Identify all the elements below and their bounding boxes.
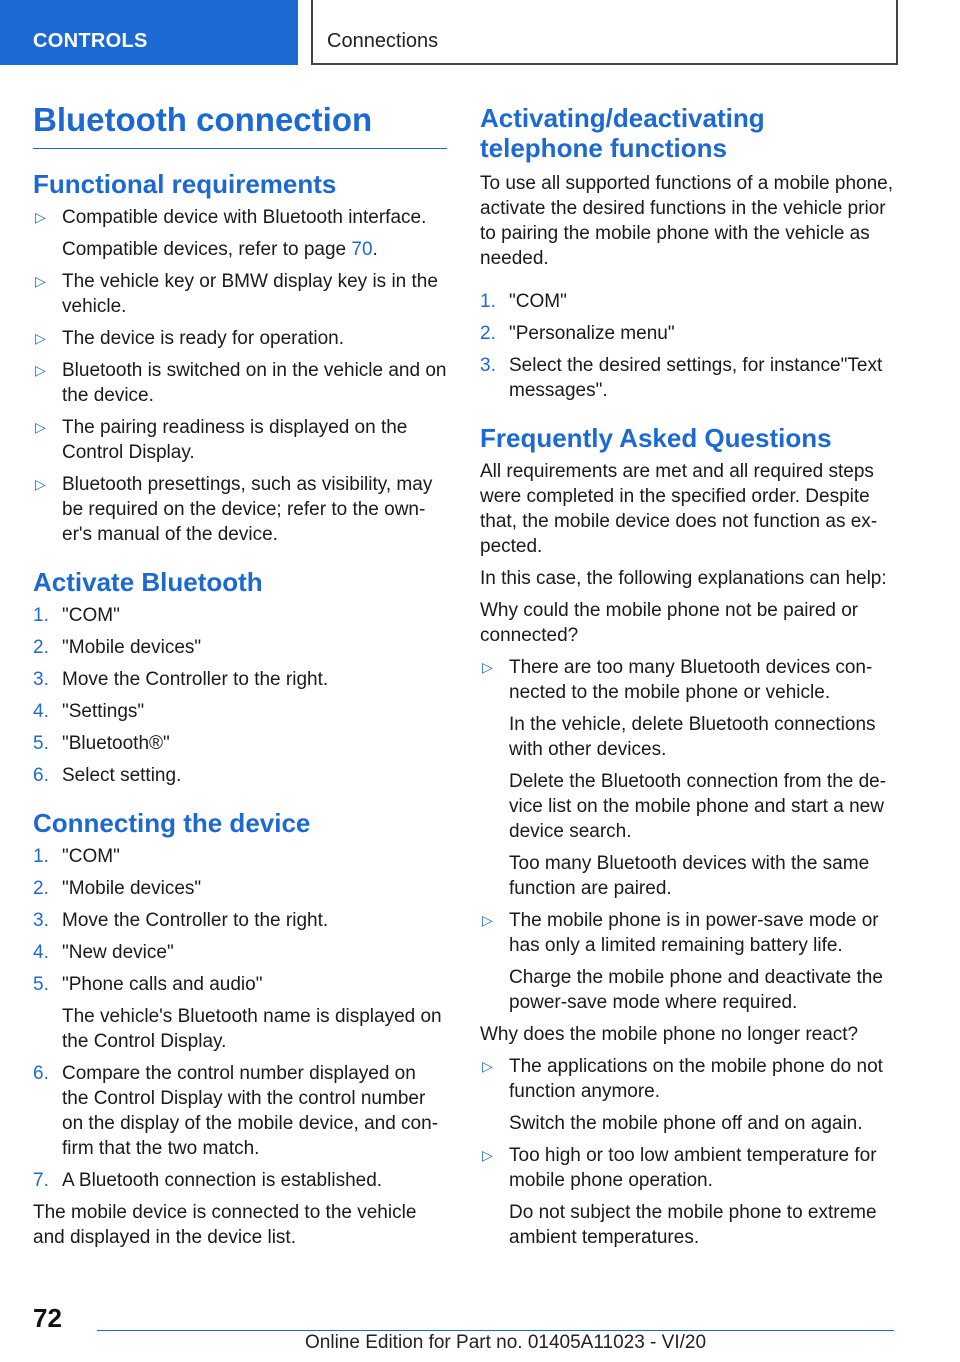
step-text: Select setting. [62,765,182,786]
bullet-triangle-icon: ▷ [482,659,493,675]
step-text: "Mobile devices" [62,878,202,899]
list-item [33,415,447,465]
subtext-suffix: . [372,239,378,260]
functional-requirements-list [33,205,447,547]
step-number: 5. [33,733,49,754]
list-item-text: There are too many Bluetooth devices connected to the mobile phone or vehicle. [509,657,873,703]
list-item-text: Bluetooth presettings, such as visibility, may be required on the device; refer to the owner's manual of the device. [62,474,433,545]
list-item-text: The pairing readiness is displayed on the Control Display. [62,417,408,463]
bullet-triangle-icon: ▷ [482,1058,493,1074]
step-text: "Phone calls and audio" [62,974,263,995]
activating-telephone-functions-heading: Activating/deactivating telephone functions [480,103,765,163]
step-text: "COM" [62,605,120,626]
faq-question-no-react: Why does the mobile phone no longer react? [480,1024,859,1045]
faq-help-text: In this case, the following explanations can help: [480,568,887,589]
bullet-triangle-icon: ▷ [35,419,46,435]
step-item [33,699,447,724]
step-item [480,353,894,403]
list-item-text: The vehicle key or BMW display key is in the vehicle. [62,271,438,317]
section-header [311,0,898,65]
right-column [480,103,894,1270]
chapter-label: CONTROLS [33,30,148,52]
list-item [480,1143,894,1250]
step-item [33,763,447,788]
bullet-triangle-icon: ▷ [35,330,46,346]
bullet-triangle-icon: ▷ [482,912,493,928]
list-item [33,326,447,351]
step-text: "COM" [62,846,120,867]
step-item [33,844,447,869]
step-item [480,289,894,314]
step-number: 3. [33,669,49,690]
step-number: 6. [33,1063,49,1084]
step-text: "Mobile devices" [62,637,202,658]
step-text: Move the Controller to the right. [62,910,329,931]
bullet-triangle-icon: ▷ [35,209,46,225]
subtext-prefix: Compatible devices, refer to page [62,239,352,260]
connecting-device-heading: Connecting the device [33,808,311,838]
step-item [33,908,447,933]
step-number: 5. [33,974,49,995]
list-item [33,472,447,547]
list-item [33,205,447,262]
left-column [33,100,447,1257]
list-item-subtext: In the vehicle, delete Bluetooth connections with other devices. [509,714,876,760]
list-item [480,655,894,901]
step-number: 1. [480,291,496,312]
bullet-triangle-icon: ▷ [35,362,46,378]
step-text: Move the Controller to the right. [62,669,329,690]
step-text: "Personalize menu" [509,323,675,344]
activating-intro: To use all supported functions of a mobile phone, activate the desired functions in the vehicle prior to pairing the mobile phone with the vehicle as needed. [480,173,893,269]
list-item-subtext: Do not subject the mobile phone to extreme ambient temperatures. [509,1202,877,1248]
list-item-subtext: Delete the Bluetooth connection from the device list on the mobile phone and start a new device search. [509,771,887,842]
list-item [33,358,447,408]
bullet-triangle-icon: ▷ [35,273,46,289]
step-item [480,321,894,346]
list-item-text: The device is ready for operation. [62,328,344,349]
step-text: Select the desired settings, for instance"Text messages". [509,355,883,401]
connecting-closing-text: The mobile device is connected to the vehicle and displayed in the device list. [33,1202,417,1248]
step-number: 2. [33,878,49,899]
list-item-text: Compatible device with Bluetooth interface. [62,207,427,228]
footer-divider [97,1330,894,1331]
list-item-subtext: Charge the mobile phone and deactivate the power-save mode where required. [509,967,883,1013]
step-item [33,731,447,756]
section-label: Connections [327,30,439,52]
edition-footer: Online Edition for Part no. 01405A11023 - VI/20 [305,1332,707,1353]
step-item [33,972,447,1054]
step-text: "Settings" [62,701,145,722]
functional-requirements-heading: Functional requirements [33,169,337,199]
step-item [33,667,447,692]
faq-heading: Frequently Asked Questions [480,423,832,453]
step-text: A Bluetooth connection is established. [62,1170,383,1191]
activate-bluetooth-heading: Activate Bluetooth [33,567,263,597]
list-item-subtext: Switch the mobile phone off and on again. [509,1113,863,1134]
activating-steps [480,289,894,403]
step-text: "COM" [509,291,567,312]
list-item-text: Too high or too low ambient temperature for mobile phone operation. [509,1145,877,1191]
step-item [33,1168,447,1193]
list-item [480,908,894,1015]
step-text: "Bluetooth®" [62,733,170,754]
step-item [33,876,447,901]
page-reference-link[interactable]: 70 [351,239,373,260]
list-item-subtext [62,237,447,262]
step-number: 6. [33,765,49,786]
step-item [33,603,447,628]
list-item-text: Bluetooth is switched on in the vehicle and on the device. [62,360,447,406]
faq-pairing-list [480,655,894,1015]
list-item-text: The mobile phone is in power-save mode or has only a limited remaining battery life. [509,910,879,956]
faq-question-pairing: Why could the mobile phone not be paired or connected? [480,600,859,646]
step-number: 2. [480,323,496,344]
step-item [33,1061,447,1161]
step-number: 1. [33,605,49,626]
step-number: 4. [33,701,49,722]
list-item [33,269,447,319]
chapter-tab [0,0,298,65]
step-number: 1. [33,846,49,867]
bullet-triangle-icon: ▷ [35,476,46,492]
activate-bluetooth-steps [33,603,447,788]
faq-no-react-list [480,1054,894,1250]
list-item-subtext: Too many Bluetooth devices with the same function are paired. [509,853,870,899]
page-title: Bluetooth connection [33,100,447,149]
step-subtext: The vehicle's Bluetooth name is displayed on the Control Display. [62,1006,442,1052]
list-item-text: The applications on the mobile phone do not function anymore. [509,1056,883,1102]
step-item [33,635,447,660]
step-number: 4. [33,942,49,963]
step-number: 3. [480,355,496,376]
connecting-device-steps [33,844,447,1193]
step-text: Compare the control number displayed on the Control Display with the control number on the display of the mobile device, and confirm that the two match. [62,1063,439,1159]
step-text: "New device" [62,942,174,963]
list-item [480,1054,894,1136]
faq-intro: All requirements are met and all required steps were completed in the specified order. Despite that, the mobile device does not function as expected. [480,461,878,557]
bullet-triangle-icon: ▷ [482,1147,493,1163]
step-number: 7. [33,1170,49,1191]
step-item [33,940,447,965]
step-number: 2. [33,637,49,658]
page-number: 72 [33,1303,62,1333]
step-number: 3. [33,910,49,931]
